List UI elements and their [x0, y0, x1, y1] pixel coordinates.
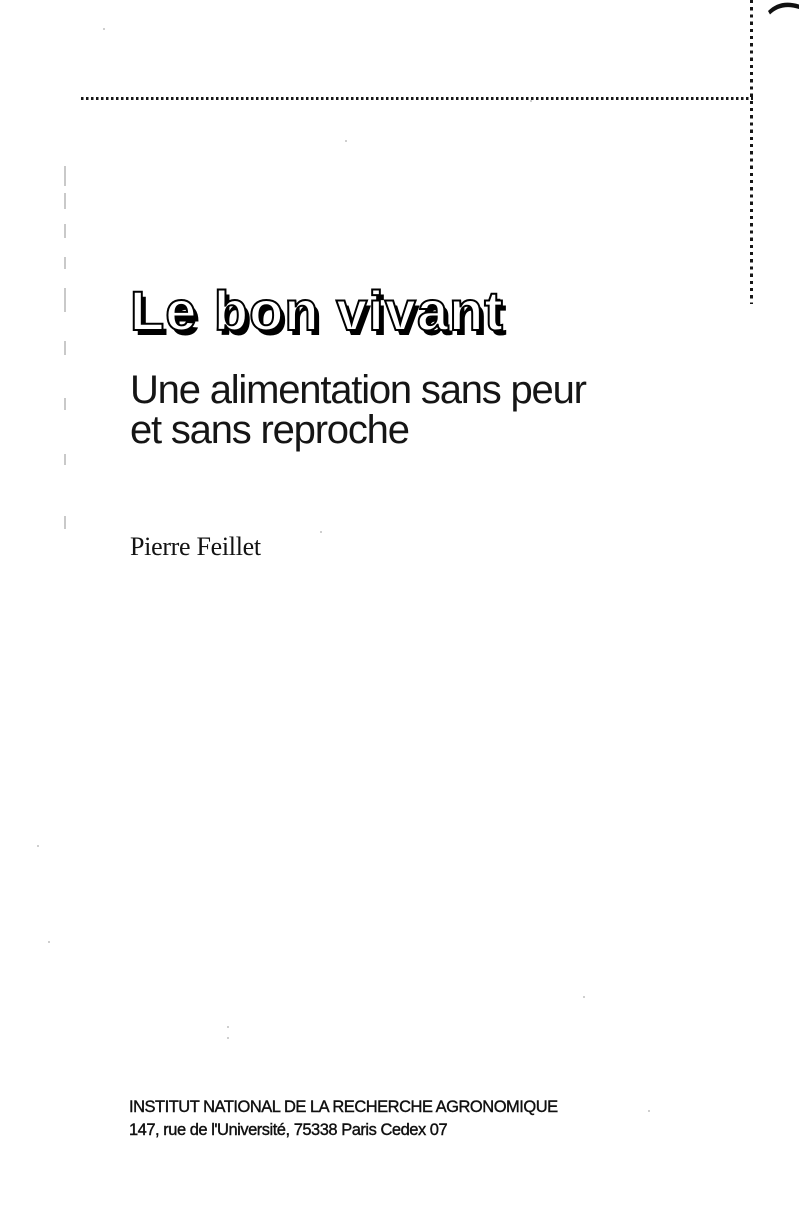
author-name: Pierre Feillet — [130, 532, 261, 561]
scan-artifact — [530, 100, 532, 102]
scan-artifact — [48, 941, 50, 943]
scan-artifact — [64, 224, 66, 238]
scan-artifact — [583, 996, 585, 998]
scan-artifact — [64, 341, 66, 355]
scan-artifact — [64, 398, 66, 410]
dotted-horizontal-rule — [81, 97, 753, 100]
scan-artifact — [103, 28, 105, 30]
scan-artifact — [64, 257, 66, 269]
scan-artifact — [64, 166, 66, 186]
publisher-address: 147, rue de l'Université, 75338 Paris Cedex 07 — [129, 1120, 448, 1139]
scan-artifact — [64, 288, 66, 312]
scan-artifact — [64, 454, 66, 465]
book-title: Le bon vivant — [130, 279, 504, 342]
publisher-name: INSTITUT NATIONAL DE LA RECHERCHE AGRONOMIQUE — [129, 1097, 558, 1116]
subtitle-line-2: et sans reproche — [130, 408, 409, 452]
publisher-block — [129, 1095, 558, 1141]
scan-artifact — [37, 845, 39, 847]
scan-artifact — [648, 1110, 650, 1112]
book-subtitle — [130, 370, 586, 450]
scan-artifact — [64, 193, 66, 209]
dotted-vertical-rule — [750, 0, 753, 304]
scan-artifact — [345, 140, 347, 142]
scan-artifact — [227, 1037, 229, 1039]
corner-pen-mark-icon — [766, 0, 800, 16]
scan-artifact — [227, 1026, 229, 1028]
scan-artifact — [320, 531, 322, 533]
scan-artifact — [64, 516, 66, 529]
subtitle-line-1: Une alimentation sans peur — [130, 368, 586, 412]
